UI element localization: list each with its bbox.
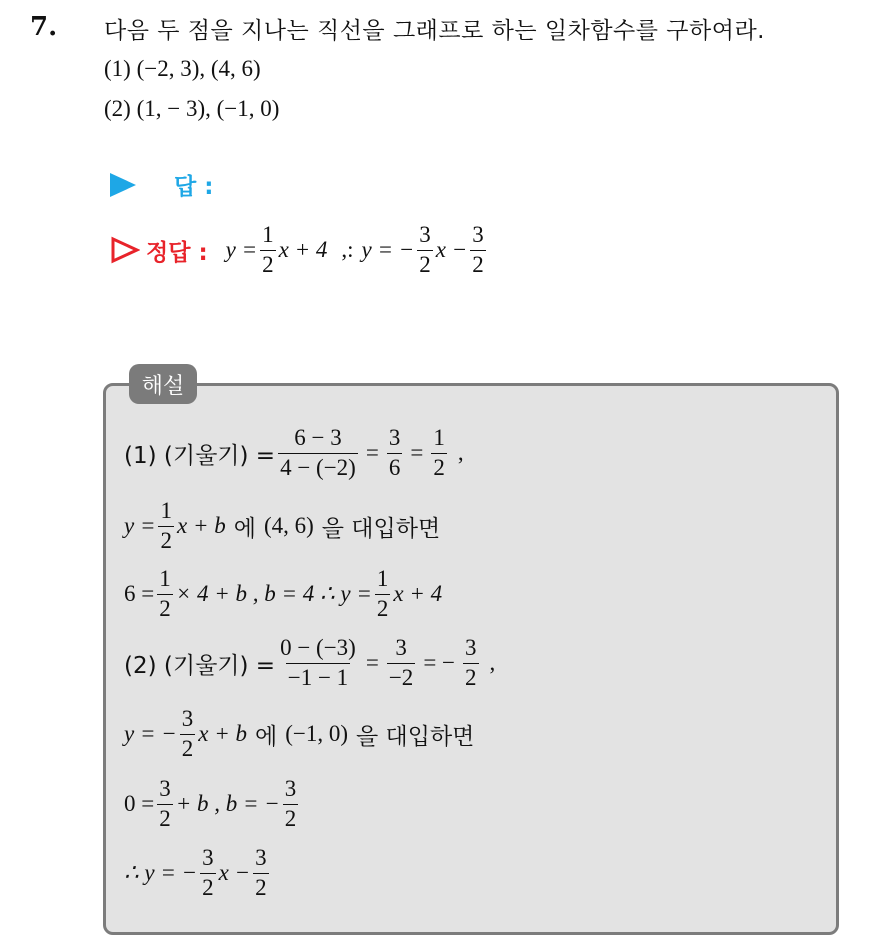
eq2-fraction-1 <box>417 223 433 276</box>
line4-suffix: , <box>489 650 496 675</box>
fraction-denominator: 2 <box>181 735 194 761</box>
line4-fraction-3 <box>463 636 479 689</box>
fraction-numerator: 1 <box>160 498 172 524</box>
explanation-tab: 해설 <box>129 364 197 404</box>
line1-fraction-2 <box>387 426 403 479</box>
line4-neg-equals: = − <box>423 650 456 675</box>
line7-prefix: ∴ y = − <box>124 860 198 885</box>
outline-arrow-icon <box>110 236 140 264</box>
line3-rest: x + 4 <box>393 581 443 606</box>
equals-sign: = <box>365 440 379 465</box>
line2-fraction <box>158 499 174 552</box>
fraction-denominator: 2 <box>160 527 172 553</box>
fraction-numerator: 3 <box>202 845 214 871</box>
fraction-denominator: 2 <box>472 251 484 277</box>
line1-prefix: (1) (기울기) = <box>124 442 276 469</box>
fraction-numerator: 6 − 3 <box>294 425 342 451</box>
line7-fraction-2 <box>253 846 269 899</box>
solution-label: 정답 : <box>146 239 208 266</box>
line4-fraction-1 <box>278 636 358 689</box>
play-arrow-icon <box>110 173 136 197</box>
explanation-line-1 <box>124 425 464 481</box>
fraction-denominator: −1 − 1 <box>287 664 349 690</box>
fraction-numerator: 3 <box>472 222 484 248</box>
eq1-lhs: y = <box>225 237 258 262</box>
fraction-denominator: 2 <box>159 805 171 831</box>
line7-mid: x − <box>218 860 251 885</box>
answer-row <box>110 168 213 201</box>
fraction-numerator: 1 <box>262 222 274 248</box>
solution-row <box>110 218 489 282</box>
fraction-numerator: 1 <box>376 566 389 592</box>
fraction-numerator: 3 <box>388 425 401 451</box>
fraction-numerator: 3 <box>395 635 407 661</box>
line3-fraction-1 <box>157 567 173 620</box>
fraction-numerator: 3 <box>284 776 297 802</box>
line2-rest: x + b <box>176 513 226 538</box>
explanation-line-2 <box>124 498 440 554</box>
line6-mid: + b , b = − <box>175 791 280 816</box>
fraction-denominator: 2 <box>433 454 445 480</box>
fraction-denominator: 2 <box>202 874 214 900</box>
solution-equations <box>226 223 489 276</box>
equals-sign: = <box>365 650 379 675</box>
line1-suffix: , <box>457 440 464 465</box>
eq1-fraction <box>260 223 276 276</box>
line2-prefix: y = <box>124 513 156 538</box>
fraction-denominator: 2 <box>159 595 171 621</box>
line6-prefix: 0 = <box>124 791 155 816</box>
fraction-denominator: 2 <box>262 251 274 277</box>
separator: ,: <box>341 237 354 262</box>
line7-fraction-1 <box>200 846 216 899</box>
line1-fraction-3 <box>431 426 447 479</box>
fraction-denominator: −2 <box>388 664 414 690</box>
line5-kr1: 에 <box>254 723 278 750</box>
line2-kr2: 을 대입하면 <box>321 515 441 542</box>
fraction-denominator: 2 <box>465 664 477 690</box>
question-text: 다음 두 점을 지나는 직선을 그래프로 하는 일차함수를 구하여라. <box>104 18 765 44</box>
fraction-numerator: 3 <box>465 635 477 661</box>
eq2-lhs: y = − <box>361 237 415 262</box>
explanation-line-3 <box>124 566 442 622</box>
question-number: 7. <box>30 12 58 42</box>
line5-kr2: 을 대입하면 <box>356 723 475 750</box>
equals-sign: = <box>410 440 424 465</box>
answer-label: 답 : <box>174 174 214 200</box>
line5-fraction <box>180 707 196 760</box>
line6-fraction-1 <box>157 777 173 830</box>
fraction-denominator: 6 <box>388 454 401 480</box>
fraction-denominator: 2 <box>284 805 297 831</box>
line1-fraction-1 <box>278 426 358 479</box>
line5-prefix: y = − <box>124 721 177 746</box>
fraction-numerator: 3 <box>181 706 194 732</box>
fraction-denominator: 4 − (−2) <box>280 454 356 480</box>
line2-kr1: 에 <box>233 515 256 542</box>
fraction-numerator: 3 <box>159 776 171 802</box>
fraction-numerator: 0 − (−3) <box>280 635 356 661</box>
line3-prefix: 6 = <box>124 581 155 606</box>
line4-prefix: (2) (기울기) = <box>124 652 276 679</box>
fraction-numerator: 1 <box>159 566 171 592</box>
fraction-numerator: 3 <box>419 222 431 248</box>
eq2-fraction-2 <box>470 223 486 276</box>
explanation-line-6 <box>124 776 301 832</box>
explanation-line-5 <box>124 706 474 762</box>
fraction-denominator: 2 <box>376 595 389 621</box>
question-item-1: (1) (−2, 3), (4, 6) <box>104 56 261 81</box>
eq1-rest: x + 4 <box>278 237 328 262</box>
line3-fraction-2 <box>375 567 391 620</box>
question-item-2: (2) (1, − 3), (−1, 0) <box>104 96 280 121</box>
line2-point: (4, 6) <box>263 513 314 538</box>
fraction-numerator: 3 <box>255 845 267 871</box>
line5-point: (−1, 0) <box>285 721 348 746</box>
explanation-line-4 <box>124 635 495 691</box>
fraction-denominator: 2 <box>419 251 431 277</box>
line6-fraction-2 <box>283 777 299 830</box>
fraction-denominator: 2 <box>255 874 267 900</box>
line5-rest: x + b <box>198 721 247 746</box>
explanation-line-7 <box>124 845 272 901</box>
fraction-numerator: 1 <box>433 425 445 451</box>
eq2-mid: x − <box>435 237 468 262</box>
line4-fraction-2 <box>387 636 415 689</box>
line3-mid: × 4 + b , b = 4 ∴ y = <box>175 581 372 606</box>
